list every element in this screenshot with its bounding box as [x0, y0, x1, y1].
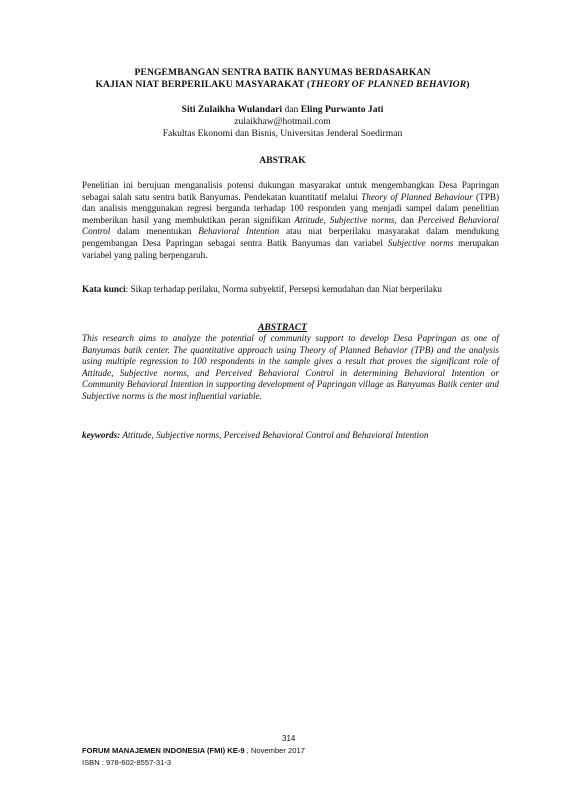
paper-title-line-1: PENGEMBANGAN SENTRA BATIK BANYUMAS BERDASARKAN: [134, 67, 431, 78]
abstrak-text-1: Penelitian ini berujuan menganalisis potensi dukungan masyarakat untuk mengembangkan Desa Papringan sebagai salah satu sentra batik Banyumas. Pendekatan kuantitatif melalui: [82, 180, 499, 202]
abstrak-text-4: Attitude, Subjective norms,: [294, 214, 397, 225]
keywords-text: Attitude, Subjective norms, Perceived Behavioral Control and Behavioral Intention: [120, 430, 429, 440]
author-2: Eling Purwanto Jati: [300, 104, 384, 115]
paper-title-line-2: [0, 79, 565, 91]
abstrak-heading: ABSTRAK: [259, 155, 306, 166]
kata-kunci-line: [82, 283, 512, 295]
author-email: zulaikhaw@hotmail.com: [234, 116, 331, 127]
author-affiliation: Fakultas Ekonomi dan Bisnis, Universitas Jenderal Soedirman: [162, 128, 403, 139]
abstrak-text-2: Theory of Planned Behaviour: [361, 191, 473, 202]
abstrak-text-10: Subjective norms: [387, 237, 454, 248]
abstrak-text-6: Perceived Behavioral Control: [82, 214, 499, 237]
abstract-heading: ABSTRACT: [257, 322, 308, 333]
title-line-2-italic: THEORY OF PLANNED BEHAVIOR: [310, 79, 467, 90]
author-connector: dan: [282, 104, 301, 115]
title-line-2-suffix: ): [466, 79, 470, 90]
footer-forum-name: FORUM MANAJEMEN INDONESIA (FMI) KE-9: [82, 746, 245, 755]
kata-kunci-text: : Sikap terhadap perilaku, Norma subyektif, Persepsi kemudahan dan Niat berperilaku: [125, 284, 443, 294]
abstrak-text-3: (TPB) dan analisis menggunakan regresi berganda terhadap 100 responden yang menjadi sampel dalam penelitian memberikan hasil yang membuktikan peran signifikan: [82, 191, 500, 225]
abstrak-text-11: merupakan variabel yang paling berpengaruh.: [82, 237, 499, 260]
author-line: [0, 104, 565, 116]
abstrak-text-8: Behavioral Intention: [198, 226, 280, 237]
kata-kunci-label: Kata kunci: [82, 284, 126, 294]
footer-forum-date: , November 2017: [244, 746, 305, 755]
footer-isbn: ISBN : 978-602-8557-31-3: [82, 758, 172, 767]
abstrak-paragraph: [82, 180, 499, 261]
abstrak-text-7: dalam menentukan: [110, 226, 199, 237]
keywords-line: [82, 429, 512, 441]
keywords-label: keywords:: [82, 430, 121, 440]
abstrak-text-9: atau niat berperilaku masyarakat dalam mendukung pengembangan Desa Papringan sebagai sentra Batik Banyumas dan variabel: [82, 226, 499, 248]
abstract-paragraph: This research aims to analyze the potential of community support to develop Desa Papringan as one of Banyumas batik center. The quantitative approach using Theory of Planned Behavior (TPB) and the analysis using multiple regression to 100 respondents in the sample gives a result that proves the significant role of Attitude, Subjective norms, and Perceived Behavioral Control in determining Behavioral Intention or Community Behavioral Intention in supporting development of Papringan village as Banyumas Batik center and Subjective norms is the most influential variable.: [82, 333, 499, 401]
author-1: Siti Zulaikha Wulandari: [181, 104, 283, 115]
footer-forum: [82, 746, 305, 756]
abstrak-text-5: dan: [396, 214, 418, 225]
title-line-2-prefix: KAJIAN NIAT BERPERILAKU MASYARAKAT (: [95, 79, 311, 90]
page-number: 314: [282, 734, 296, 743]
